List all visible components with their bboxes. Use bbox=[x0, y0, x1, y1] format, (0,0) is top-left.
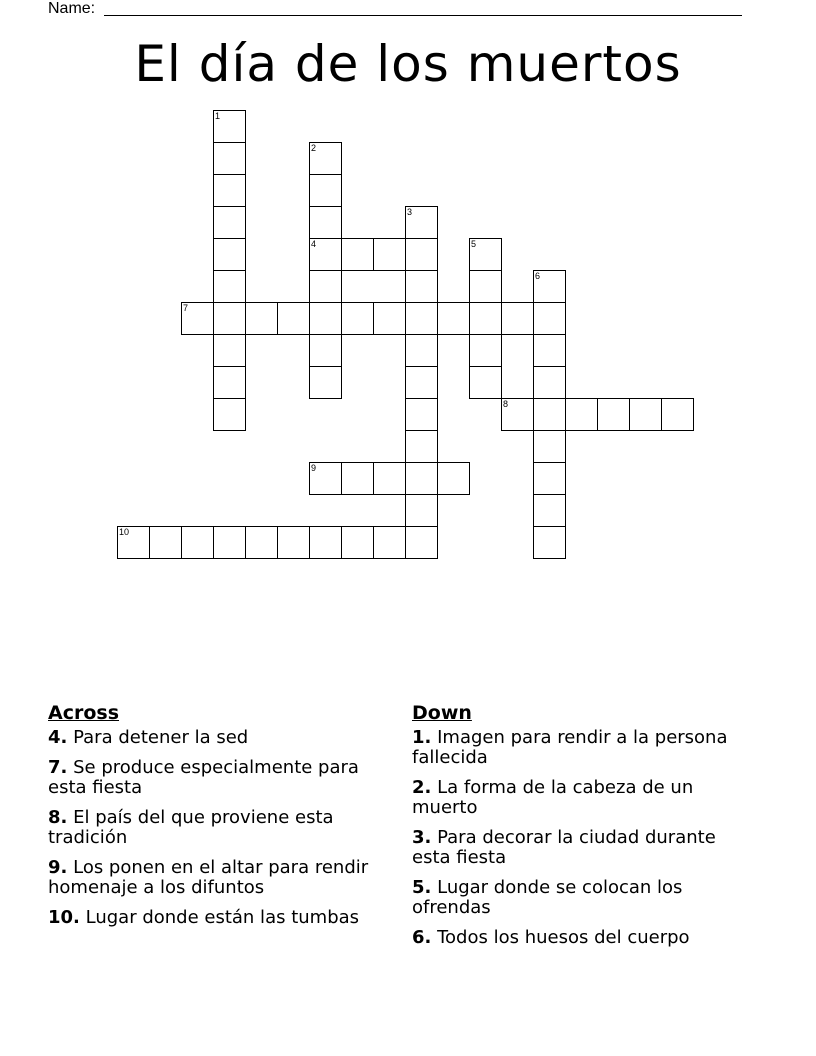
clue-down-6: 6. Todos los huesos del cuerpo bbox=[412, 927, 690, 948]
crossword-cell[interactable] bbox=[181, 302, 214, 335]
crossword-cell[interactable] bbox=[213, 366, 246, 399]
crossword-cell[interactable] bbox=[309, 334, 342, 367]
crossword-cell[interactable] bbox=[405, 206, 438, 239]
crossword-cell[interactable] bbox=[437, 302, 470, 335]
crossword-cell[interactable] bbox=[277, 526, 310, 559]
across-clues bbox=[48, 702, 388, 938]
crossword-cell[interactable] bbox=[405, 462, 438, 495]
crossword-cell[interactable] bbox=[533, 302, 566, 335]
crossword-cell[interactable] bbox=[213, 142, 246, 175]
crossword-cell[interactable] bbox=[405, 430, 438, 463]
clue-across-10: 10. Lugar donde están las tumbas bbox=[48, 907, 360, 928]
crossword-cell[interactable] bbox=[469, 238, 502, 271]
crossword-cell[interactable] bbox=[117, 526, 150, 559]
clue-number: 8 bbox=[503, 399, 509, 409]
crossword-cell[interactable] bbox=[501, 398, 534, 431]
crossword-cell[interactable] bbox=[501, 302, 534, 335]
crossword-cell[interactable] bbox=[405, 334, 438, 367]
crossword-cell[interactable] bbox=[213, 206, 246, 239]
crossword-cell[interactable] bbox=[181, 526, 214, 559]
crossword-cell[interactable] bbox=[533, 494, 566, 527]
crossword-cell[interactable] bbox=[533, 334, 566, 367]
crossword-cell[interactable] bbox=[533, 430, 566, 463]
crossword-cell[interactable] bbox=[245, 302, 278, 335]
crossword-cell[interactable] bbox=[373, 526, 406, 559]
crossword-cell[interactable] bbox=[309, 302, 342, 335]
crossword-cell[interactable] bbox=[309, 526, 342, 559]
crossword-cell[interactable] bbox=[213, 238, 246, 271]
crossword-cell[interactable] bbox=[373, 462, 406, 495]
crossword-cell[interactable] bbox=[341, 462, 374, 495]
crossword-cell[interactable] bbox=[309, 206, 342, 239]
crossword-cell[interactable] bbox=[469, 366, 502, 399]
clue-down-1: 1. Imagen para rendir a la persona fallecida bbox=[412, 727, 728, 768]
crossword-cell[interactable] bbox=[533, 366, 566, 399]
crossword-cell[interactable] bbox=[309, 462, 342, 495]
crossword-cell[interactable] bbox=[213, 174, 246, 207]
clue-number: 10 bbox=[119, 527, 130, 537]
crossword-cell[interactable] bbox=[469, 270, 502, 303]
crossword-cell[interactable] bbox=[309, 238, 342, 271]
clue-down-2: 2. La forma de la cabeza de un muerto bbox=[412, 777, 694, 818]
clue-across-7: 7. Se produce especialmente para esta fiesta bbox=[48, 757, 359, 798]
crossword-cell[interactable] bbox=[533, 462, 566, 495]
crossword-cell[interactable] bbox=[405, 366, 438, 399]
crossword-cell[interactable] bbox=[149, 526, 182, 559]
crossword-cell[interactable] bbox=[373, 238, 406, 271]
crossword-cell[interactable] bbox=[309, 366, 342, 399]
down-clues bbox=[412, 702, 752, 958]
crossword-cell[interactable] bbox=[245, 526, 278, 559]
crossword-cell[interactable] bbox=[373, 302, 406, 335]
crossword-cell[interactable] bbox=[565, 398, 598, 431]
crossword-cell[interactable] bbox=[213, 110, 246, 143]
crossword-cell[interactable] bbox=[597, 398, 630, 431]
crossword-cell[interactable] bbox=[533, 526, 566, 559]
crossword-cell[interactable] bbox=[405, 270, 438, 303]
crossword-cell[interactable] bbox=[309, 174, 342, 207]
crossword-cell[interactable] bbox=[405, 494, 438, 527]
crossword-cell[interactable] bbox=[533, 270, 566, 303]
clue-number: 4 bbox=[311, 239, 317, 249]
crossword-cell[interactable] bbox=[661, 398, 694, 431]
clue-across-8: 8. El país del que proviene esta tradición bbox=[48, 807, 334, 848]
crossword-cell[interactable] bbox=[213, 398, 246, 431]
clue-number: 6 bbox=[535, 271, 541, 281]
crossword-cell[interactable] bbox=[405, 302, 438, 335]
clue-number: 9 bbox=[311, 463, 317, 473]
crossword-cell[interactable] bbox=[629, 398, 662, 431]
clue-number: 7 bbox=[183, 303, 189, 313]
crossword-cell[interactable] bbox=[309, 142, 342, 175]
clue-number: 2 bbox=[311, 143, 317, 153]
crossword-cell[interactable] bbox=[405, 526, 438, 559]
crossword-cell[interactable] bbox=[469, 334, 502, 367]
crossword-cell[interactable] bbox=[213, 526, 246, 559]
crossword-cell[interactable] bbox=[309, 270, 342, 303]
name-label: Name: bbox=[48, 0, 96, 17]
crossword-cell[interactable] bbox=[213, 302, 246, 335]
clue-number: 3 bbox=[407, 207, 413, 217]
across-heading: Across bbox=[48, 702, 120, 724]
clue-across-9: 9. Los ponen en el altar para rendir homenaje a los difuntos bbox=[48, 857, 369, 898]
clue-down-5: 5. Lugar donde se colocan los ofrendas bbox=[412, 877, 683, 918]
clue-number: 1 bbox=[215, 111, 221, 121]
crossword-cell[interactable] bbox=[341, 238, 374, 271]
crossword-cell[interactable] bbox=[213, 334, 246, 367]
crossword-cell[interactable] bbox=[405, 238, 438, 271]
crossword-cell[interactable] bbox=[213, 270, 246, 303]
crossword-cell[interactable] bbox=[437, 462, 470, 495]
crossword-cell[interactable] bbox=[341, 302, 374, 335]
clue-across-4: 4. Para detener la sed bbox=[48, 727, 249, 748]
crossword-cell[interactable] bbox=[341, 526, 374, 559]
down-heading: Down bbox=[412, 702, 472, 724]
clue-number: 5 bbox=[471, 239, 477, 249]
clue-down-3: 3. Para decorar la ciudad durante esta fiesta bbox=[412, 827, 716, 868]
page-title: El día de los muertos bbox=[134, 35, 682, 93]
crossword-cell[interactable] bbox=[533, 398, 566, 431]
crossword-cell[interactable] bbox=[405, 398, 438, 431]
crossword-cell[interactable] bbox=[277, 302, 310, 335]
crossword-cell[interactable] bbox=[469, 302, 502, 335]
